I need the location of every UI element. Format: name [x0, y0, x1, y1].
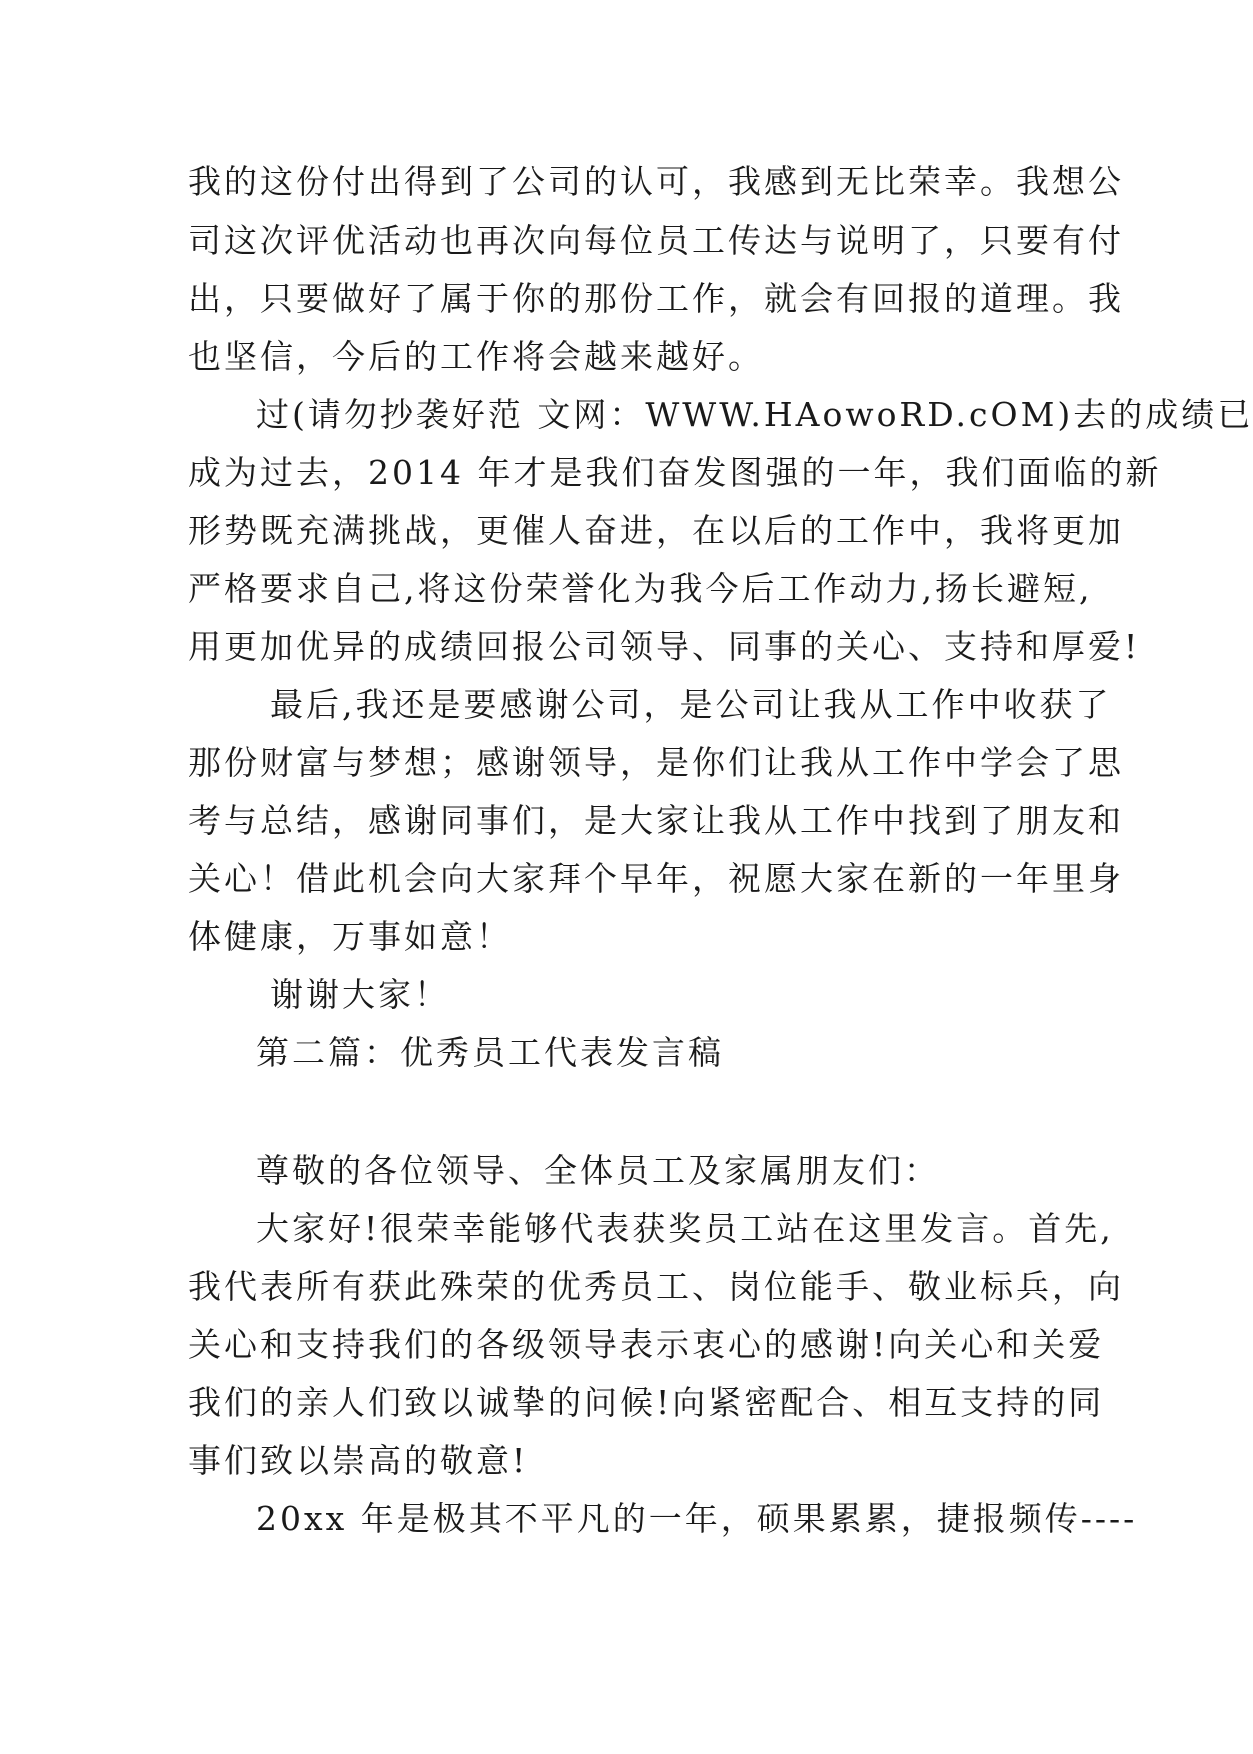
paragraph-line: 形势既充满挑战，更催人奋进，在以后的工作中，我将更加: [188, 511, 1124, 550]
paragraph-line: 那份财富与梦想；感谢领导，是你们让我从工作中学会了思: [188, 743, 1124, 782]
paragraph-line: 事们致以崇高的敬意!: [188, 1441, 529, 1480]
paragraph-line: 司这次评优活动也再次向每位员工传达与说明了，只要有付: [188, 221, 1124, 260]
paragraph-line: 体健康，万事如意！: [188, 917, 512, 956]
paragraph-line: 关心！借此机会向大家拜个早年，祝愿大家在新的一年里身: [188, 859, 1124, 898]
paragraph-line: 成为过去，2014 年才是我们奋发图强的一年，我们面临的新: [188, 453, 1162, 492]
paragraph-line: 20xx 年是极其不平凡的一年，硕果累累，捷报频传----: [256, 1499, 1138, 1538]
paragraph-line: 出，只要做好了属于你的那份工作，就会有回报的道理。我: [188, 279, 1124, 318]
paragraph-line: 考与总结，感谢同事们，是大家让我从工作中找到了朋友和: [188, 801, 1124, 840]
paragraph-line: 大家好!很荣幸能够代表获奖员工站在这里发言。首先,: [256, 1209, 1114, 1248]
paragraph-line: 过(请勿抄袭好范 文网：WWW.HAowoRD.cOM)去的成绩已: [256, 395, 1253, 434]
paragraph-line: 最后,我还是要感谢公司，是公司让我从工作中收获了: [270, 685, 1112, 724]
paragraph-line: 关心和支持我们的各级领导表示衷心的感谢!向关心和关爱: [188, 1325, 1105, 1364]
paragraph-line: 也坚信，今后的工作将会越来越好。: [188, 337, 764, 376]
paragraph-line: 我的这份付出得到了公司的认可，我感到无比荣幸。我想公: [188, 162, 1124, 201]
paragraph-line: 用更加优异的成绩回报公司领导、同事的关心、支持和厚爱!: [188, 627, 1141, 666]
closing-line: 谢谢大家！: [270, 975, 450, 1014]
salutation-line: 尊敬的各位领导、全体员工及家属朋友们：: [256, 1151, 940, 1190]
section-heading: 第二篇：优秀员工代表发言稿: [256, 1033, 724, 1072]
paragraph-line: 我代表所有获此殊荣的优秀员工、岗位能手、敬业标兵，向: [188, 1267, 1124, 1306]
paragraph-line: 严格要求自己,将这份荣誉化为我今后工作动力,扬长避短,: [188, 569, 1093, 608]
paragraph-line: 我们的亲人们致以诚挚的问候!向紧密配合、相互支持的同: [188, 1383, 1105, 1422]
